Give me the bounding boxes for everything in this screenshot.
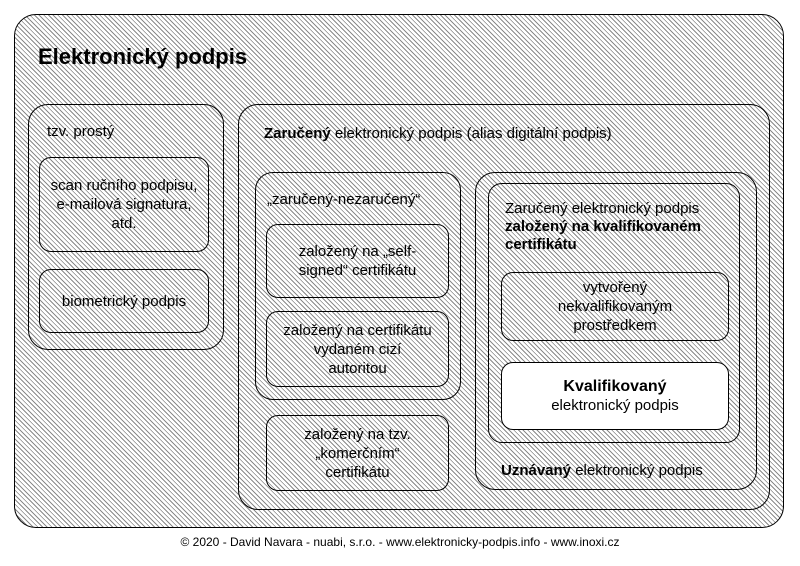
diagram-title: Elektronický podpis: [38, 44, 248, 69]
qualified-signature-bold: Kvalifikovaný: [563, 378, 667, 395]
foreign-authority-box: [266, 311, 449, 387]
recognized-signature-label-bold: Uznávaný: [501, 462, 572, 479]
qualified-cert-label: [505, 200, 701, 254]
non-qualified-device-box: [501, 272, 729, 341]
advanced-signature-label-bold: Zaručený: [264, 125, 331, 142]
commercial-cert-box: [266, 415, 449, 491]
qualified-cert-label-line1: Zaručený elektronický podpis: [505, 200, 700, 217]
scan-signature-text: scan ručního podpisu, e-mailová signatura, atd.: [50, 177, 198, 232]
qualified-signature-box: [501, 362, 729, 430]
biometric-signature-box: [39, 269, 209, 333]
recognized-signature-label-rest: elektronický podpis: [571, 462, 703, 479]
non-guaranteed-label: „zaručený-nezaručený“: [267, 191, 421, 208]
advanced-signature-label: [264, 125, 612, 143]
copyright-footer: © 2020 - David Navara - nuabi, s.r.o. - www.elektronicky-podpis.info - www.inoxi.cz: [180, 535, 620, 549]
commercial-cert-text: založený na tzv. „komerčním“ certifikátu: [304, 425, 411, 481]
self-signed-box: [266, 224, 449, 298]
recognized-signature-label: [501, 462, 703, 480]
self-signed-text: založený na „self-signed“ certifikátu: [298, 243, 417, 279]
foreign-authority-text: založený na certifikátu vydaném cizí autoritou: [283, 321, 432, 377]
non-qualified-device-text: vytvořený nekvalifikovaným prostředkem: [557, 279, 673, 334]
biometric-signature-text: biometrický podpis: [61, 292, 187, 310]
qualified-cert-label-line3: certifikátu: [505, 236, 577, 253]
qualified-cert-label-line2: založený na kvalifikovaném: [505, 218, 701, 235]
advanced-signature-label-rest: elektronický podpis (alias digitální podpis): [330, 125, 612, 142]
simple-signature-label: tzv. prostý: [47, 123, 115, 140]
scan-signature-box: [39, 157, 209, 252]
qualified-signature-rest: elektronický podpis: [551, 397, 679, 414]
